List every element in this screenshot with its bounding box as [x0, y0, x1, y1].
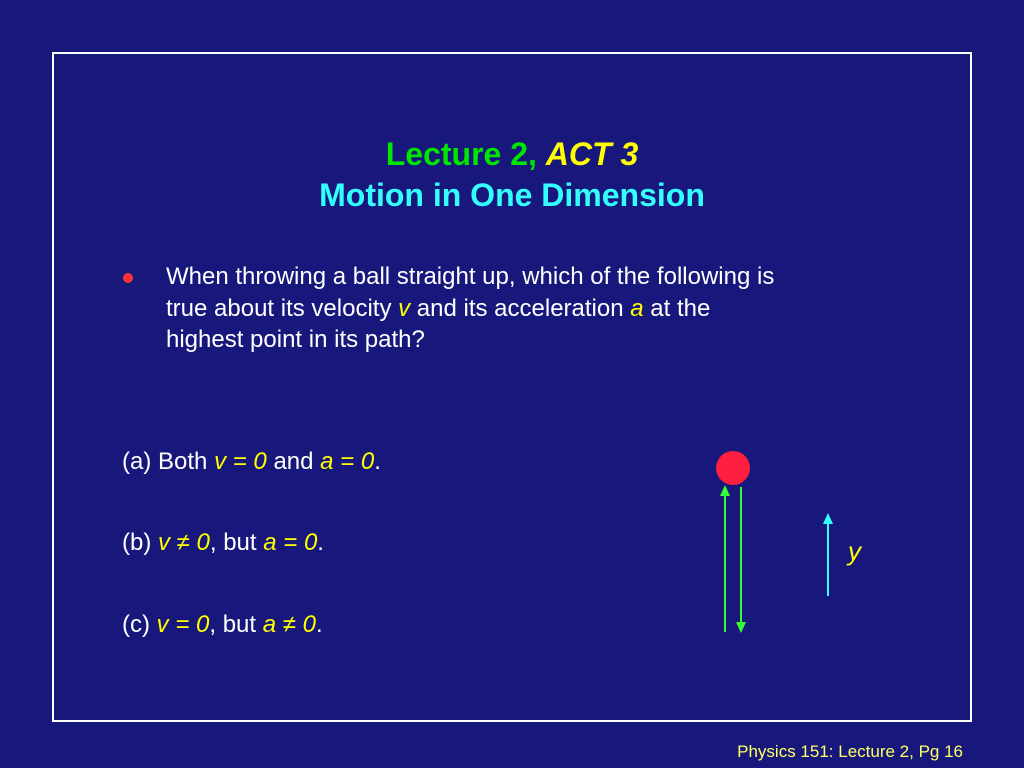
option-b-velocity: v ≠ 0	[158, 529, 210, 556]
y-axis-arrow-icon	[823, 513, 833, 596]
y-axis-label: y	[848, 536, 861, 566]
option-b-acceleration: a = 0	[263, 529, 318, 556]
option-b-label: (b)	[122, 529, 152, 556]
option-a-text: Both	[158, 448, 208, 475]
ball-icon	[716, 451, 750, 485]
option-c-connector: , but	[209, 611, 257, 638]
down-arrow-icon	[736, 487, 746, 633]
slide-footer: Physics 151: Lecture 2, Pg 16	[737, 742, 963, 761]
option-b-connector: , but	[209, 529, 257, 556]
option-a-acceleration: a = 0	[320, 448, 375, 475]
option-a-label: (a)	[122, 448, 152, 475]
option-c-acceleration: a ≠ 0	[262, 611, 316, 638]
option-c-label: (c)	[122, 611, 150, 638]
option-a-velocity: v = 0	[214, 448, 267, 475]
option-c-velocity: v = 0	[156, 611, 210, 638]
question-text-1: When throwing a ball straight up, which of the following is	[166, 263, 775, 290]
title-prefix: Lecture 2,	[385, 136, 537, 172]
option-a-connector: and	[273, 448, 314, 475]
question-variable-v: v	[398, 294, 411, 322]
question-text-2b: and its acceleration	[416, 294, 624, 322]
title-act: ACT 3	[545, 136, 639, 172]
question-text-2c: at the	[650, 294, 711, 322]
option-c-period: .	[315, 611, 323, 638]
option-b-period: .	[317, 529, 324, 556]
question-text-2a: true about its velocity	[166, 294, 392, 322]
up-arrow-icon	[720, 485, 730, 632]
question-text-3: highest point in its path?	[166, 326, 425, 353]
title-subtitle: Motion in One Dimension	[319, 177, 705, 213]
question-variable-a: a	[630, 294, 644, 322]
option-a-period: .	[374, 448, 381, 475]
